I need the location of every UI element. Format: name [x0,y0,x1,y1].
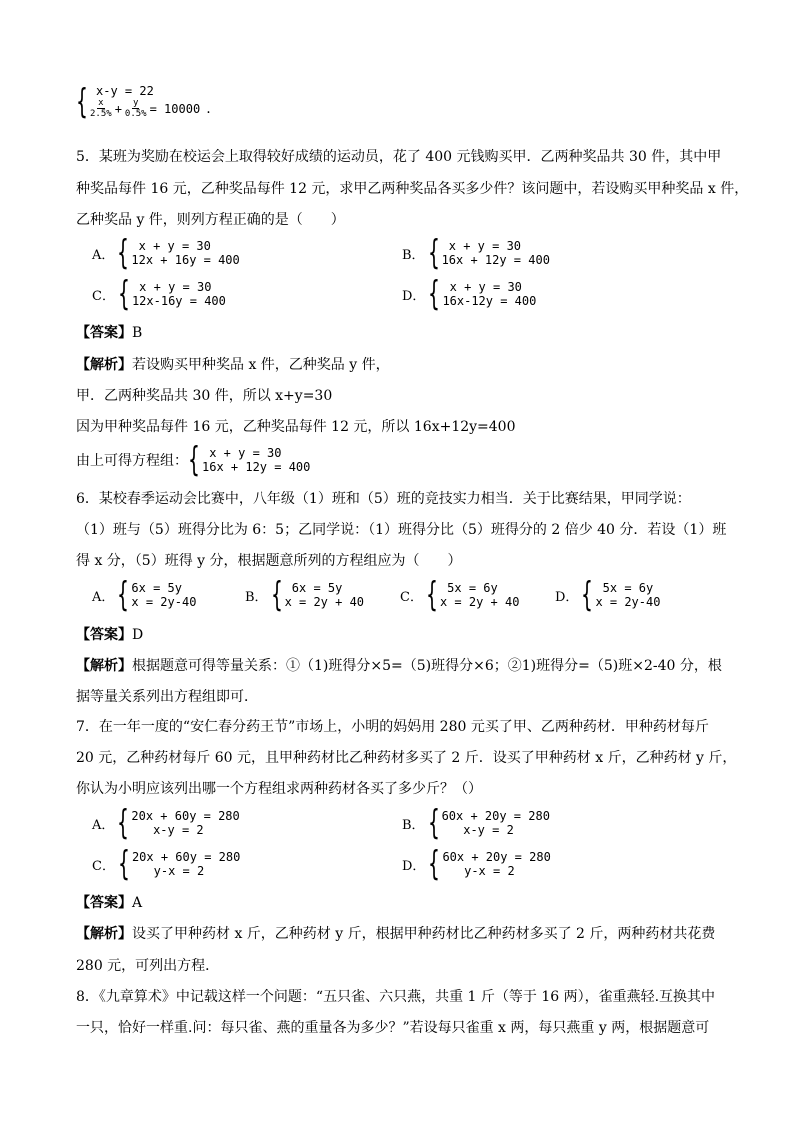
q6-option-a: A． { 6x = 5y x = 2y-40 [92,575,197,615]
q7-option-b: B． { 60x + 20y = 280 x-y = 2 [402,803,550,843]
answer-value: B [132,325,143,341]
q7-answer [76,894,142,912]
q7-option-a: A． { 20x + 60y = 280 x-y = 2 [92,803,240,843]
q7-analysis: 【解析】设买了甲种药材 x 斤，乙种药材 y 斤，根据甲种药材比乙种药材多买了 2 斤，两种药材共花费 [76,926,716,942]
analysis-tag: 【解析】 [76,926,132,942]
q5-analysis-line: 因为甲种奖品每件 16 元，乙种奖品每件 12 元，所以 16x+12y=400 [76,419,516,435]
answer-tag: 【答案】 [76,895,132,911]
q5-option-b: B． { x + y = 30 16x + 12y = 400 [402,233,550,273]
q8-text-line: 一只，恰好一样重.问：每只雀、燕的重量各为多少？”若设每只雀重 x 两，每只燕重 y 两，根据题意可 [76,1020,710,1036]
analysis-tag: 【解析】 [76,658,132,674]
analysis-tag: 【解析】 [76,357,132,373]
q5-text-line: 5．某班为奖励在校运会上取得较好成绩的运动员，花了 400 元钱购买甲．乙两种奖品共 30 件，其中甲 [76,149,722,165]
q5-option-a: A． { x + y = 30 12x + 16y = 400 [92,233,240,273]
q8-text-line: 8．《九章算术》中记载这样一个问题：“五只雀、六只燕，共重 1 斤（等于 16 两），雀重燕轻.互换其中 [76,989,716,1005]
top-equation-system [76,81,211,122]
equation: x-y = 22 [96,84,154,98]
answer-tag: 【答案】 [76,325,132,341]
q6-option-c: C． { 5x = 6y x = 2y + 40 [400,575,520,615]
q7-text-line: 20 元，乙种药材每斤 60 元，且甲种药材比乙种药材多买了 2 斤．设买了甲种药材 x 斤，乙种药材 y 斤， [76,750,737,766]
q7-analysis-line: 280 元，可列出方程． [76,958,220,974]
fraction: $\frac{y}{0.5\%}$ [124,98,147,119]
answer-value: D [132,627,144,643]
q5-text-line: 种奖品每件 16 元，乙种奖品每件 12 元，求甲乙两种奖品各买多少件？该问题中，若设购买甲种奖品 x 件， [76,181,749,197]
q5-text-line: 乙种奖品 y 件，则列方程正确的是（ ） [76,212,345,228]
q6-analysis: 【解析】根据题意可得等量关系：①（1)班得分×5=（5)班得分×6；②1)班得分=（5)班×2-40 分，根 [76,658,722,674]
q5-option-c: C． { x + y = 30 12x-16y = 400 [92,274,226,314]
q5-answer [76,324,142,342]
q7-text-line: 你认为小明应该列出哪一个方程组求两种药材各买了多少斤？（） [76,781,482,797]
q6-text-line: 6．某校春季运动会比赛中，八年级（1）班和（5）班的竞技实力相当．关于比赛结果，甲同学说： [76,491,691,507]
answer-tag: 【答案】 [76,627,132,643]
brace: { [76,81,88,122]
q7-option-c: C． { 20x + 60y = 280 y-x = 2 [92,844,241,884]
equation: $\frac{x}{2.5\%}$ + $\frac{y}{0.5\%}$ = 10000 [90,98,201,119]
q6-option-b: B． { 6x = 5y x = 2y + 40 [245,575,365,615]
q6-text-line: 得 x 分，（5）班得 y 分，根据题意所列的方程组应为（ ） [76,553,462,569]
q7-option-d: D． { 60x + 20y = 280 y-x = 2 [402,844,551,884]
period: . [206,100,211,117]
q5-option-d: D． { x + y = 30 16x-12y = 400 [402,274,537,314]
q5-analysis-system: 由上可得方程组： { x + y = 30 16x + 12y = 400 [76,440,311,480]
answer-value: A [132,895,143,911]
q6-answer [76,626,143,644]
q6-text-line: （1）班与（5）班得分比为 6：5；乙同学说：（1）班得分比（5）班得分的 2 倍少 40 分．若设（1）班 [76,522,727,538]
q5-analysis-line: 甲．乙两种奖品共 30 件，所以 x+y=30 [76,388,333,404]
fraction: $\frac{x}{2.5\%}$ [90,98,112,119]
q6-option-d: D． { 5x = 6y x = 2y-40 [555,575,661,615]
q7-text-line: 7．在一年一度的“安仁春分药王节”市场上，小明的妈妈用 280 元买了甲、乙两种药材．甲种药材每斤 [76,719,709,735]
q5-analysis: 【解析】若设购买甲种奖品 x 件，乙种奖品 y 件， [76,357,390,373]
q6-analysis-line: 据等量关系列出方程组即可． [76,689,258,705]
